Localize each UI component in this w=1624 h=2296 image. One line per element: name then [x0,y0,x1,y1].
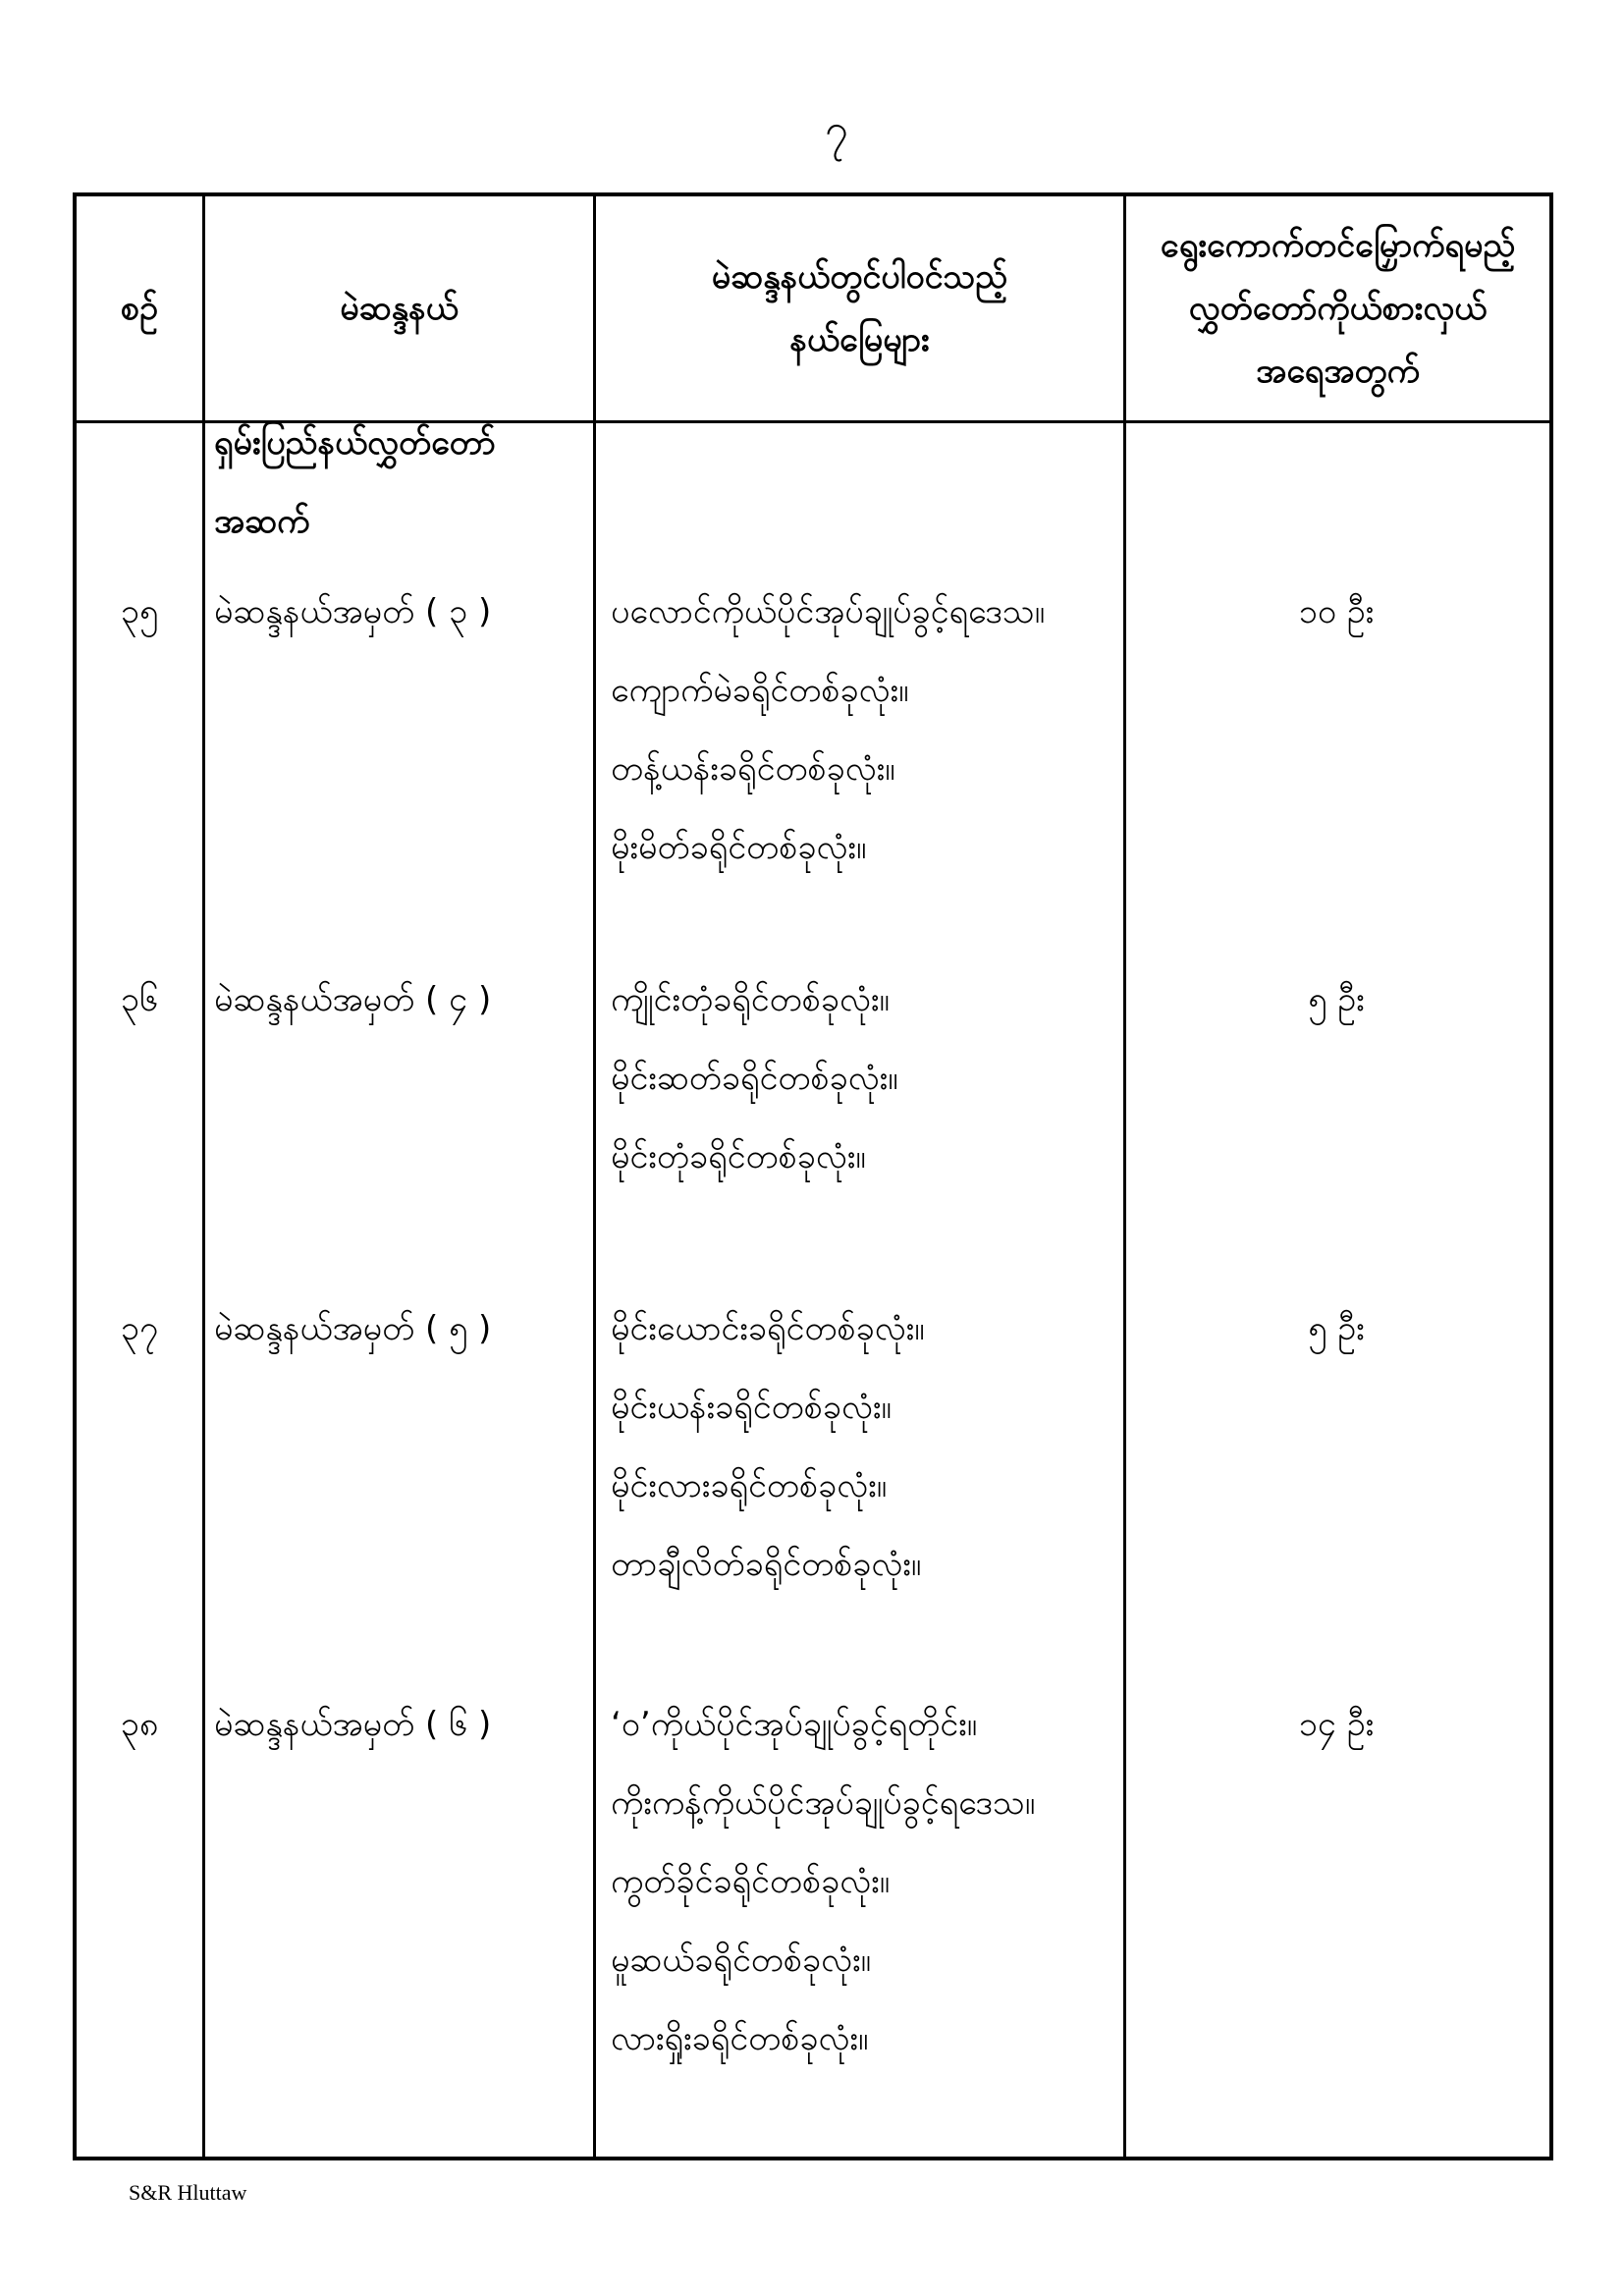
row-37-area-3: မိုင်းလားခရိုင်တစ်ခုလုံး။ [611,1466,888,1505]
row-36-area-3: မိုင်းတုံခရိုင်တစ်ခုလုံး။ [611,1137,866,1176]
row-38-serial: ၃၈ [120,1705,159,1744]
column-divider [593,196,596,2157]
row-37-representatives: ၅ ဦး [1308,1309,1365,1348]
row-38-area-3: ကွတ်ခိုင်ခရိုင်တစ်ခုလုံး။ [611,1862,891,1901]
row-38-area-1: ‘ဝ’ကိုယ်ပိုင်အုပ်ချုပ်ခွင့်ရတိုင်း။ [611,1705,978,1744]
row-38-representatives: ၁၄ ဦး [1298,1705,1375,1744]
footer-label: S&R Hluttaw [129,2180,247,2205]
header-constituency-label: မဲဆန္ဒနယ် [340,289,459,328]
row-36-area-1: ကျိုင်းတုံခရိုင်တစ်ခုလုံး။ [611,980,890,1019]
row-36-constituency: မဲဆန္ဒနယ်အမှတ် ( ၄ ) [214,980,492,1019]
row-38-area-5: လားရှိုးခရိုင်တစ်ခုလုံး။ [611,2019,869,2058]
header-reps-line3: အရေအတွက် [1256,352,1420,391]
row-35-area-3: တန့်ယန်းခရိုင်တစ်ခုလုံး။ [611,749,895,789]
header-areas-line2: နယ်မြေများ [789,320,930,359]
row-37-area-4: တာချီလိတ်ခရိုင်တစ်ခုလုံး။ [611,1545,922,1584]
row-38-constituency: မဲဆန္ဒနယ်အမှတ် ( ၆ ) [214,1705,492,1744]
section-title-line2: အဆက် [214,502,310,541]
row-36-serial: ၃၆ [120,980,159,1019]
row-35-area-1: ပလောင်ကိုယ်ပိုင်အုပ်ချုပ်ခွင့်ရဒေသ။ [611,592,1045,631]
row-36-area-2: မိုင်းဆတ်ခရိုင်တစ်ခုလုံး။ [611,1059,898,1098]
header-reps-line1: ရွေးကောက်တင်မြှောက်ရမည့် [1160,226,1516,265]
row-38-area-4: မူဆယ်ခရိုင်တစ်ခုလုံး။ [611,1941,871,1980]
header-serial [77,196,202,420]
header-areas [596,196,1123,420]
constituency-table [73,192,1553,2160]
row-35-area-4: မိုးမိတ်ခရိုင်တစ်ခုလုံး။ [611,828,867,867]
column-divider [1123,196,1126,2157]
header-serial-label: စဉ် [121,289,158,328]
row-35-representatives: ၁၀ ဦး [1298,592,1375,631]
section-title-line1: ရှမ်းပြည်နယ်လွှတ်တော် [214,423,496,463]
column-divider [202,196,205,2157]
row-35-constituency: မဲဆန္ဒနယ်အမှတ် ( ၃ ) [214,592,492,631]
row-38-area-2: ကိုးကန့်ကိုယ်ပိုင်အုပ်ချုပ်ခွင့်ရဒေသ။ [611,1783,1036,1823]
row-35-serial: ၃၅ [120,592,159,631]
header-areas-line1: မဲဆန္ဒနယ်တွင်ပါဝင်သည့် [711,257,1008,297]
row-37-area-2: မိုင်းယန်းခရိုင်တစ်ခုလုံး။ [611,1388,892,1427]
header-reps-line2: လွှတ်တော်ကိုယ်စားလှယ် [1188,289,1488,328]
row-36-representatives: ၅ ဦး [1308,980,1365,1019]
row-37-area-1: မိုင်းယောင်းခရိုင်တစ်ခုလုံး။ [611,1309,925,1348]
row-37-serial: ၃၇ [120,1309,159,1348]
header-representatives [1126,196,1549,420]
row-37-constituency: မဲဆန္ဒနယ်အမှတ် ( ၅ ) [214,1309,492,1348]
page-number: ၇ [825,105,848,153]
row-35-area-2: ကျောက်မဲခရိုင်တစ်ခုလုံး။ [611,671,909,710]
header-constituency [205,196,593,420]
